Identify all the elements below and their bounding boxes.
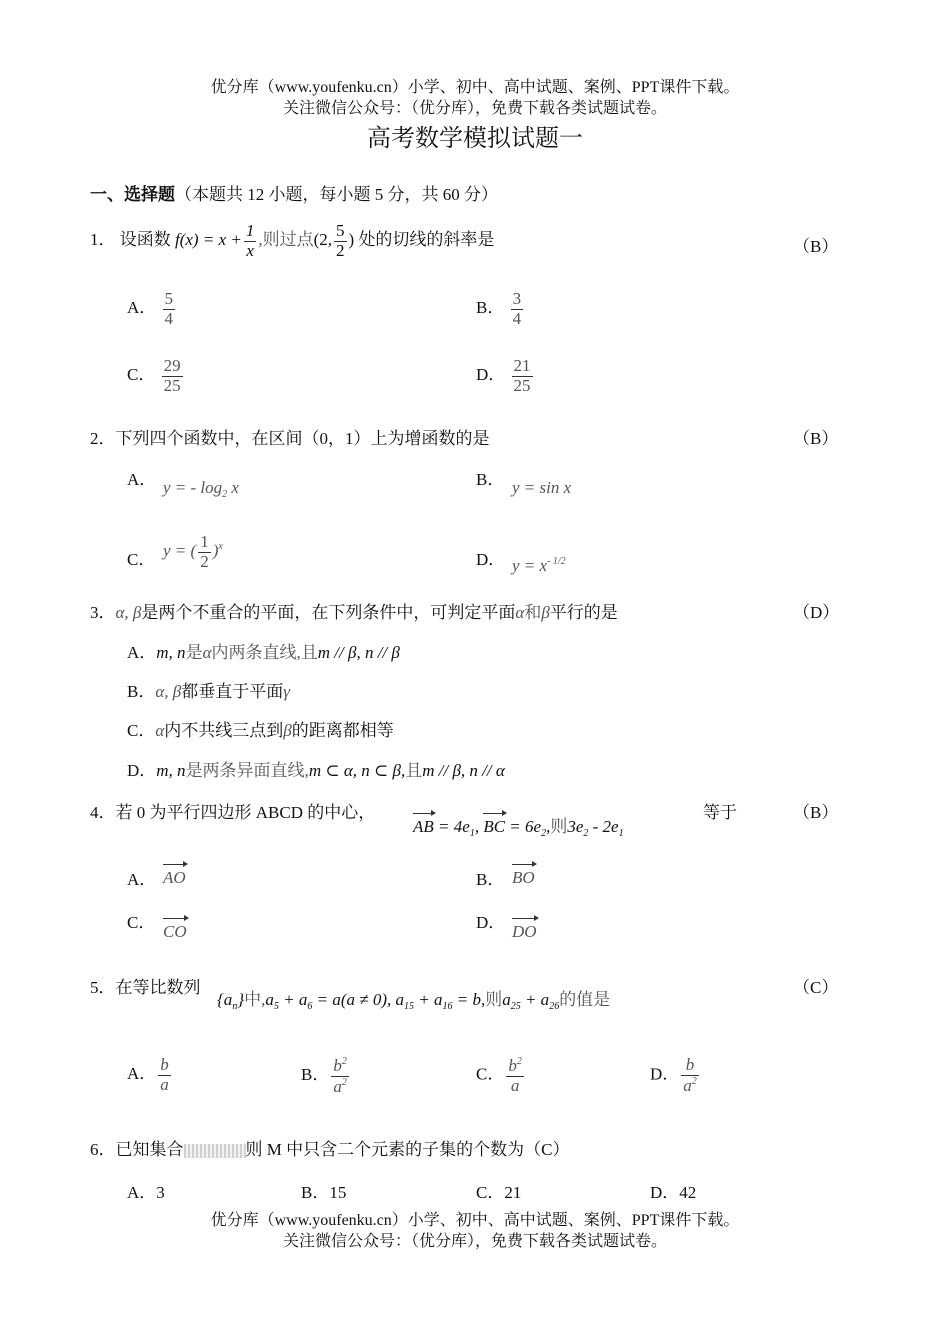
- q1-text-b: 处的切线的斜率是: [358, 230, 495, 250]
- q6-option-a: A．3: [127, 1183, 165, 1202]
- q1-option-c: C． $\frac{29}{25}$: [127, 356, 181, 395]
- q2-option-a-formula: y = - $\log_2 x$: [163, 478, 239, 500]
- footer-line-1: 优分库（www.youfenku.cn）小学、初中、高中试题、案例、PPT课件下载。: [210, 1212, 740, 1229]
- q1-number: 1．: [90, 230, 116, 250]
- q1-text-a: 设函数: [119, 230, 171, 250]
- q6-set-formula: [184, 1144, 246, 1158]
- question-3: 3．α, β是两个不重合的平面，在下列条件中，可判定平面α和β平行的是: [90, 603, 618, 622]
- q2-option-c-formula: y = ( $\frac{1}{2}$ )$^x$: [163, 532, 223, 571]
- q3-answer: （D）: [793, 603, 840, 622]
- q1-option-a: A． $\frac{5}{4}$: [127, 289, 174, 328]
- q2-answer: （B）: [793, 429, 839, 448]
- q4-formula: AB = $4e_1$, BC = $6e_2$,则$3e_2 - 2e_1$: [413, 817, 624, 839]
- question-6: 6．已知集合 则 M 中只含二个元素的子集的个数为（C）: [90, 1140, 570, 1159]
- q4-option-b-vec: BO: [512, 868, 535, 887]
- q2-option-d: D．: [476, 550, 506, 569]
- q4-option-d-vec: DO: [512, 922, 537, 941]
- section-label: 一、选择题: [90, 185, 175, 204]
- page-title: 高考数学模拟试题一: [367, 126, 583, 152]
- q4-option-b: B．: [476, 870, 505, 889]
- q3-option-d: D．m, n是两条异面直线,m ⊂ α, n ⊂ β,且m // β, n // α: [127, 761, 505, 780]
- q5-option-a: A． $\frac{b}{a}$: [127, 1055, 169, 1094]
- q5-formula: $\{a_n\}$中$,a_5 + a_6 = a(a \ne 0)$, $a_{15} + a_{16} = b$,则$a_{25} + a_{26}$的值是: [217, 990, 611, 1012]
- q2-option-c: C．: [127, 550, 156, 569]
- question-5: 5．在等比数列: [90, 978, 201, 997]
- q3-option-c: C．α内不共线三点到β的距离都相等: [127, 721, 394, 740]
- q6-option-c: C．21: [476, 1183, 522, 1202]
- q4-option-a: A．: [127, 870, 157, 889]
- q4-option-c-vec: CO: [163, 922, 187, 941]
- q4-option-a-vec: AO: [163, 868, 186, 887]
- q4-text-b: 等于: [703, 803, 737, 822]
- q5-answer: （C）: [793, 978, 839, 997]
- footer-line-2: 关注微信公众号：（优分库），免费下载各类试题试卷。: [282, 1233, 667, 1250]
- question-1: 1． 设函数 f(x) = x + $\frac{1}{x}$ ,则过点(2, $\frac{5}{2}$ ) 处的切线的斜率是: [90, 221, 495, 260]
- header-line-2: 关注微信公众号：（优分库），免费下载各类试题试卷。: [282, 100, 667, 117]
- q4-answer: （B）: [793, 803, 839, 822]
- question-4: 4．若 0 为平行四边形 ABCD 的中心，: [90, 803, 376, 822]
- q1-formula: f(x) = x + $\frac{1}{x}$: [175, 221, 255, 260]
- q1-option-d: D． $\frac{21}{25}$: [476, 356, 531, 395]
- question-2: 2．下列四个函数中，在区间（0，1）上为增函数的是: [90, 429, 490, 448]
- q5-option-c: C． $\frac{b^2}{a}$: [476, 1056, 522, 1095]
- q4-option-d: D．: [476, 913, 506, 932]
- q5-option-b: B． $\frac{b^2}{a^2}$: [301, 1056, 347, 1096]
- q2-option-a: A．: [127, 470, 157, 489]
- q5-option-d: D． $\frac{b}{a^2}$: [650, 1055, 697, 1095]
- section-note: （本题共 12 小题，每小题 5 分，共 60 分）: [175, 185, 498, 204]
- q4-option-c: C．: [127, 913, 156, 932]
- q6-option-d: D．42: [650, 1183, 697, 1202]
- q1-option-b: B． $\frac{3}{4}$: [476, 289, 522, 328]
- q2-option-b: B．: [476, 470, 505, 489]
- q1-answer: （B）: [793, 237, 839, 256]
- q2-option-b-formula: y = sin x: [512, 478, 572, 497]
- q2-option-d-formula: $y = x^{- 1/2}$: [512, 556, 566, 575]
- header-line-1: 优分库（www.youfenku.cn）小学、初中、高中试题、案例、PPT课件下载。: [210, 79, 740, 96]
- section-heading: [90, 180, 498, 205]
- q6-option-b: B．15: [301, 1183, 347, 1202]
- q3-option-a: A．m, n是α内两条直线,且m // β, n // β: [127, 643, 400, 662]
- q3-option-b: B．α, β都垂直于平面γ: [127, 682, 290, 701]
